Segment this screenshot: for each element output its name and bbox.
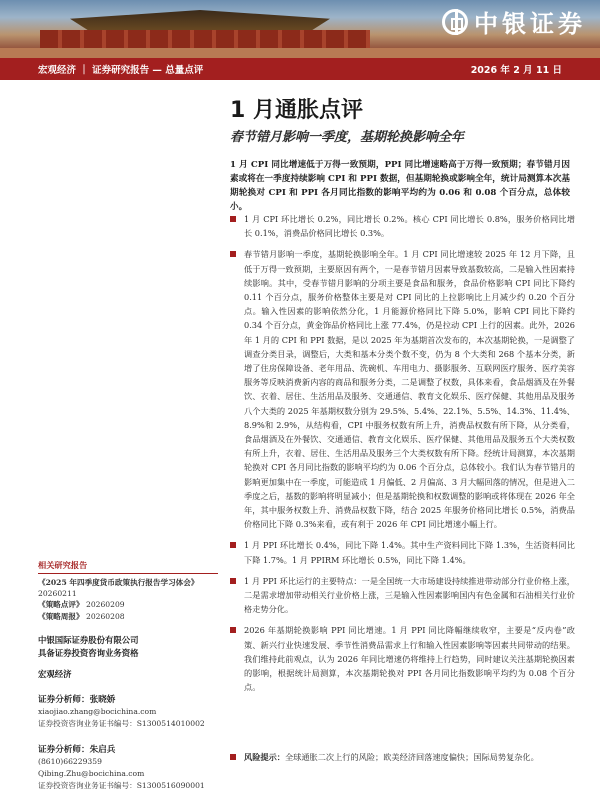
- company-name: 中银国际证券股份有限公司: [38, 634, 139, 645]
- related-report-date: 20260208: [85, 611, 125, 621]
- palace-roof-graphic: [70, 10, 330, 32]
- analyst-block: [38, 744, 218, 792]
- related-report-title: 《策略周报》: [38, 611, 84, 621]
- company-info: [38, 634, 218, 660]
- analyst-name: 证券分析师：朱启兵: [38, 744, 116, 755]
- bullet-square-icon: [230, 578, 236, 584]
- bullet-item: [230, 247, 575, 531]
- header-banner: [0, 0, 600, 58]
- related-report-title: 《2025 年四季度货币政策执行报告学习体会》: [38, 578, 199, 587]
- related-report-title: 《策略点评》: [38, 600, 84, 610]
- bullet-square-icon: [230, 627, 236, 633]
- analyst-email[interactable]: xiaojiao.zhang@bocichina.com: [38, 706, 157, 716]
- sidebar: [38, 560, 218, 792]
- analyst-name: 证券分析师：张晓娇: [38, 694, 116, 705]
- bullet-square-icon: [230, 251, 236, 257]
- bullet-text: 1 月 PPI 环比增长 0.4%，同比下降 1.4%。其中生产资料同比下降 1.3%，生活资料同比下降 1.7%。1 月 PPIRM 环比增长 0.5%，同比下降 1.4%。: [244, 540, 575, 565]
- breadcrumb: 宏观经济 ｜ 证券研究报告 — 总量点评: [38, 65, 204, 76]
- bullet-item: [230, 623, 575, 694]
- analyst-email[interactable]: Qibing.Zhu@bocichina.com: [38, 768, 145, 778]
- bullet-text: 春节错月影响一季度，基期轮换影响全年。1 月 CPI 同比增速较 2025 年 12 月下降，且低于万得一致预期，主要原因有两个，一是春节错月因素导致基数较高，二是输入性因素持续影响。其中，受春节错月影响的分项主要是食品和服务，食品价格影响 CPI 同比下降约 0.11 个百分点，服务价格整体主要是对 CPI 同比的上拉影响比上月减少约 0.20 个百分点。输入性因素的影响依然分化，1 月能源价格同比下降 5.0%，影响 CPI 同比下降约 0.34 个百分点，黄金饰品价格同比上涨 77.4%，仍是拉动 CPI 上行的因素。此外，2026 年 1 月的 CPI 和 PPI 数据，是以 2025 年为基期首次发布的，本次基期轮换，一是调整了调查分类目录，调整后，大类和基本分类个数不变，仍为 8 个大类和 268 个基本分类，新增了住房保障设备、老年用品、洗碗机、车用电力、摄影服务、互联网医疗服务、医疗美容服务等反映消费新内容的商品和服务分类，二是调整了权数，具体来看，食品烟酒及在外餐饮、衣着、居住、生活用品及服务、交通通信、教育文化娱乐、医疗保健、其他用品及服务八个大类的 2025 年基期权数分别为 29.5%、5.4%、22.1%、5.5%、14.3%、11.4%、8.9%和 2.9%，从结构看，CPI 中服务权数有所上升，消费品权数有所下降，从分类看，食品烟酒及在外餐饮、交通通信、教育文化娱乐、医疗保健、其他用品及服务五个大类权数有所上升，衣着、居住、生活用品及服务三个大类权数有所下降。经统计局测算，本次基期轮换对 CPI 各月同比指数的影响平均约为 0.06 个百分点，总体较小。我们认为春节错月的影响更加集中在一季度，可能造成 1 月偏低、2 月偏高、3 月大幅回落的情况，但是进入二季度之后，基数的影响将明显减小；但是基期轮换和权数调整的影响或将体现在 2026 年全年，其中服务权数上升、消费品权数下降，结合 2025 年服务价格同比增长 0.5%，消费品价格同比下降 0.3%来看，或有利于 2026 年 CPI 同比增速小幅上行。: [244, 249, 575, 530]
- risk-text: 全球通胀二次上行的风险；欧美经济回落速度偏快；国际局势复杂化。: [284, 752, 539, 762]
- analyst-cert: 证券投资咨询业务证书编号：S1300516090001: [38, 780, 205, 790]
- sector-label: 宏观经济: [38, 668, 72, 679]
- analyst-phone: (8610)66229359: [38, 756, 102, 766]
- analyst-block: [38, 694, 218, 730]
- bullet-item: [230, 212, 575, 240]
- analyst-cert: 证券投资咨询业务证书编号：S1300514010002: [38, 718, 205, 728]
- bullet-square-icon: [230, 754, 236, 760]
- related-report-date: 20260211: [38, 589, 77, 599]
- related-report-item[interactable]: [38, 611, 218, 622]
- related-reports-heading: 相关研究报告: [38, 560, 218, 574]
- brand-name: 中银证券: [474, 10, 586, 38]
- bullet-text: 1 月 CPI 环比增长 0.2%，同比增长 0.2%。核心 CPI 同比增长 0.8%，服务价格同比增长 0.1%，消费品价格同比增长 0.3%。: [244, 214, 575, 239]
- brand: [442, 4, 586, 39]
- bullet-text: 2026 年基期轮换影响 PPI 同比增速。1 月 PPI 同比降幅继续收窄，主要是“反内卷”政策、新兴行业快速发展、季节性消费品需求上行和输入性因素影响等因素共同带动的结果。我们维持此前观点，认为 2026 年同比增速仍将维持上行趋势，同时建议关注基期轮换因素的影响，根据统计局测算，本次基期轮换对 PPI 各月同比指数影响平均约为 0.08 个百分点。: [244, 625, 575, 693]
- related-report-date: 20260209: [85, 600, 125, 610]
- bullet-text: 1 月 PPI 环比运行的主要特点：一是全国统一大市场建设持续推进带动部分行业价格上涨，二是需求增加带动相关行业价格上涨，三是输入性因素影响国内有色金属和石油相关行业价格走势分化。: [244, 575, 575, 615]
- palace-ground-graphic: [0, 48, 600, 58]
- page-subtitle: 春节错月影响一季度，基期轮换影响全年: [230, 130, 465, 145]
- related-report-item[interactable]: [38, 577, 218, 599]
- bullet-square-icon: [230, 542, 236, 548]
- related-report-item[interactable]: [38, 599, 218, 610]
- bullet-square-icon: [230, 216, 236, 222]
- risk-warning: [230, 750, 575, 764]
- abstract: 1 月 CPI 同比增速低于万得一致预期，PPI 同比增速略高于万得一致预期；春节错月因素或将在一季度持续影响 CPI 和 PPI 数据，但基期轮换或影响全年，统计局测算本次基期轮换对 CPI 和 PPI 各月同比指数的影响平均约为 0.06 和 0.08 个百分点，总体较小。: [230, 160, 570, 212]
- report-date: 2026 年 2 月 11 日: [470, 65, 562, 76]
- risk-item: [230, 750, 575, 764]
- bullet-item: [230, 574, 575, 617]
- company-qualification: 具备证券投资咨询业务资格: [38, 647, 139, 658]
- boc-logo-icon: [442, 9, 468, 35]
- bullet-item: [230, 538, 575, 566]
- risk-label: 风险提示：: [244, 752, 285, 762]
- page-title: 1 月通胀点评: [230, 98, 363, 123]
- bullet-list: [230, 212, 575, 702]
